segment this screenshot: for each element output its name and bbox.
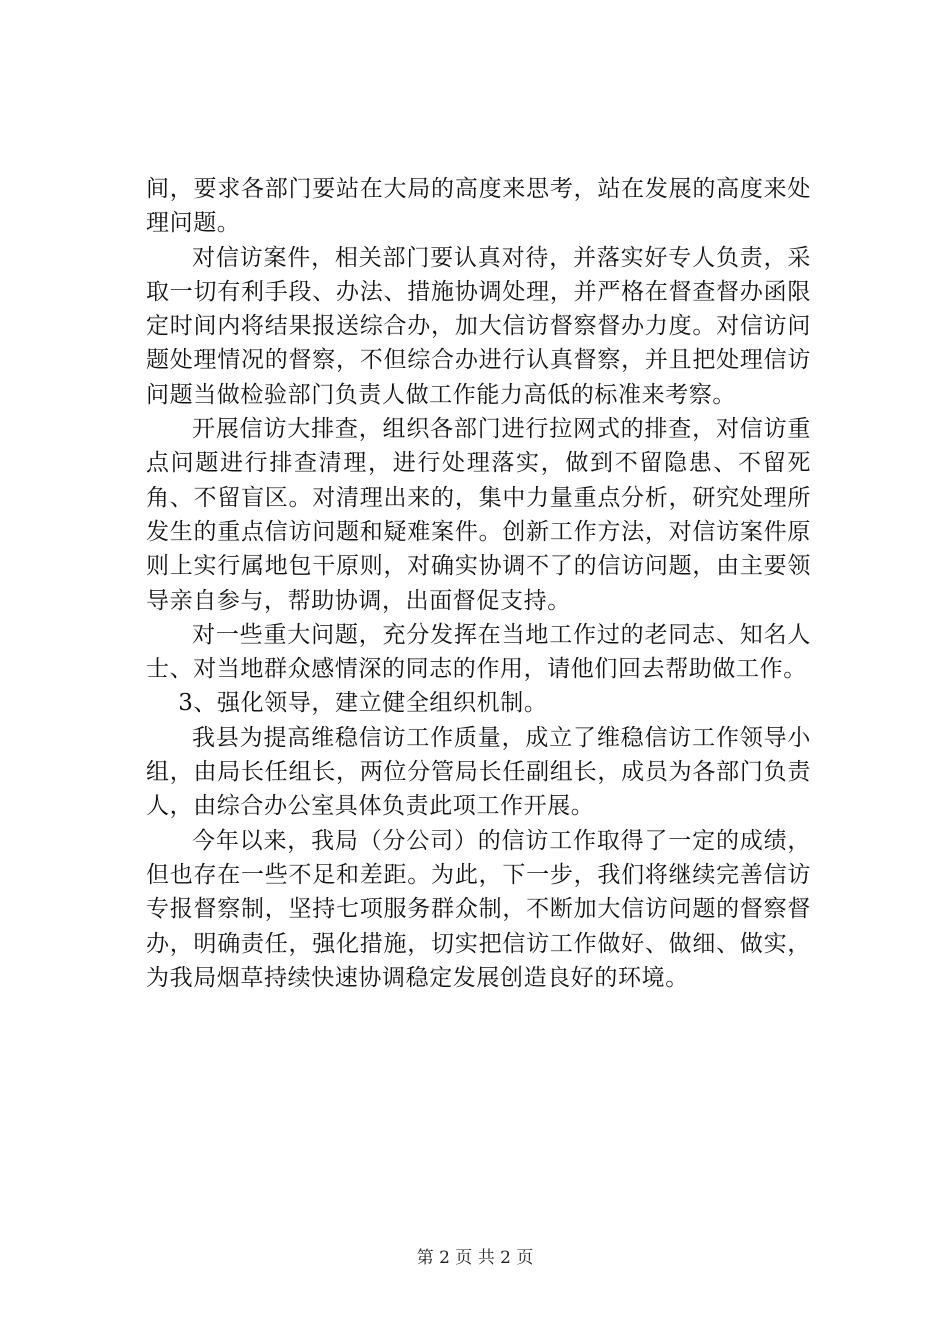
paragraph-major-issues: 对一些重大问题，充分发挥在当地工作过的老同志、知名人士、对当地群众感情深的同志的作用，请他们回去帮助做工作。 <box>146 621 811 683</box>
section-heading-leadership: 3、强化领导，建立健全组织机制。 <box>178 690 548 717</box>
paragraph-leadership-group: 我县为提高维稳信访工作质量，成立了维稳信访工作领导小组，由局长任组长，两位分管局长任副组长，成员为各部门负责人，由综合办公室具体负责此项工作开展。 <box>146 724 811 820</box>
document-body <box>146 172 811 995</box>
paragraph-continuation: 间，要求各部门要站在大局的高度来思考，站在发展的高度来处理问题。 <box>146 176 811 237</box>
page-number-footer: 第 2 页 共 2 页 <box>416 1248 534 1268</box>
paragraph-summary: 今年以来，我局（分公司）的信访工作取得了一定的成绩，但也存在一些不足和差距。为此，下一步，我们将继续完善信访专报督察制，坚持七项服务群众制，不断加大信访问题的督察督办，明确责任，强化措施，切实把信访工作做好、做细、做实，为我局烟草持续快速协调稳定发展创造良好的环境。 <box>146 827 811 991</box>
paragraph-petition-cases: 对信访案件，相关部门要认真对待，并落实好专人负责，采取一切有利手段、办法、措施协调处理，并严格在督查督办函限定时间内将结果报送综合办，加大信访督察督办力度。对信访问题处理情况的督察，不但综合办进行认真督察，并且把处理信访问题当做检验部门负责人做工作能力高低的标准来考察。 <box>146 244 811 408</box>
paragraph-petition-investigation: 开展信访大排查，组织各部门进行拉网式的排查，对信访重点问题进行排查清理，进行处理落实，做到不留隐患、不留死角、不留盲区。对清理出来的，集中力量重点分析，研究处理所发生的重点信访问题和疑难案件。创新工作方法，对信访案件原则上实行属地包干原则，对确实协调不了的信访问题，由主要领导亲自参与，帮助协调，出面督促支持。 <box>146 416 811 614</box>
